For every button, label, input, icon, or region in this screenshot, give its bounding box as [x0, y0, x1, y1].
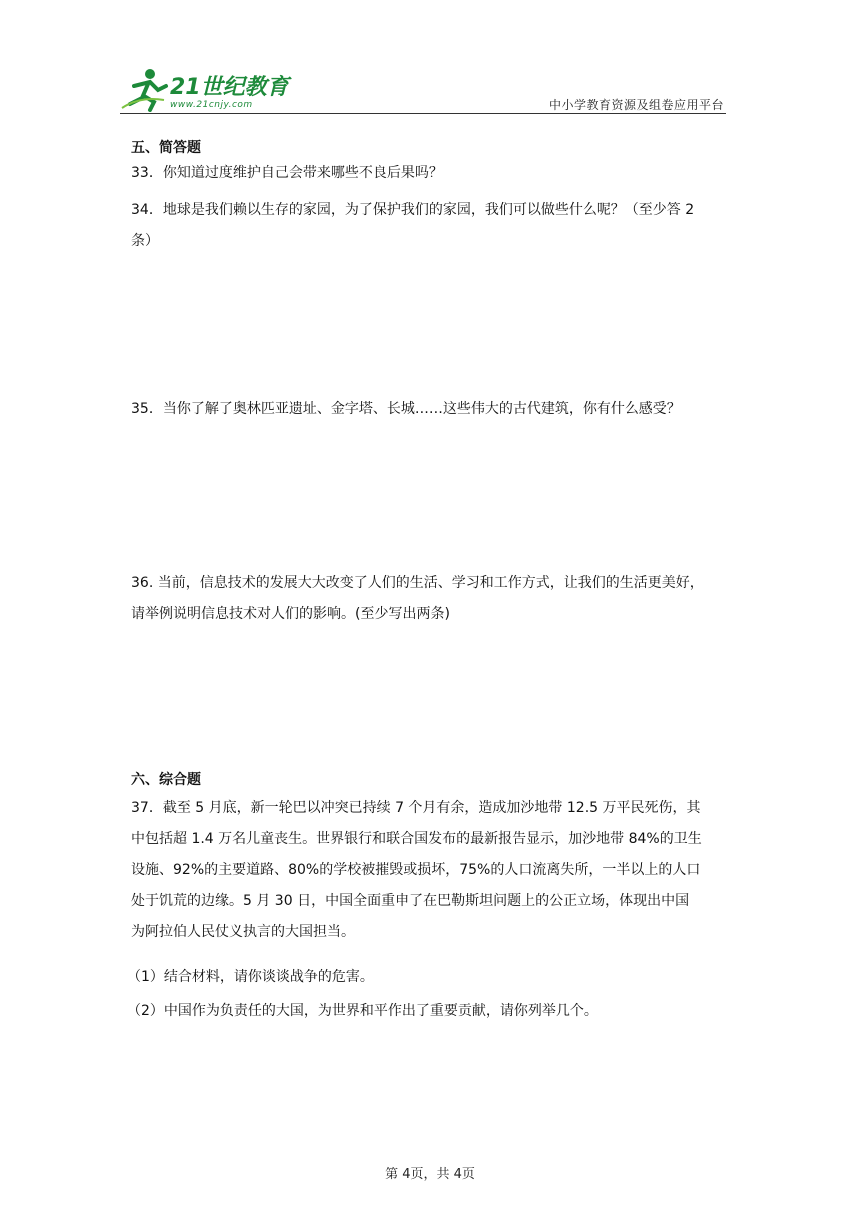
page-footer: 第 4页，共 4页	[385, 1167, 475, 1182]
page-header	[120, 60, 726, 116]
question-37-line: 37．截至 5 月底，新一轮巴以冲突已持续 7 个月有余，造成加沙地带 12.5 万平民死伤，其	[131, 800, 701, 816]
question-36-line1: 36. 当前，信息技术的发展大大改变了人们的生活、学习和工作方式，让我们的生活更美好，	[131, 575, 704, 591]
question-33: 33．你知道过度维护自己会带来哪些不良后果吗？	[131, 165, 443, 181]
runner-logo-icon	[120, 66, 170, 112]
question-37-line: 处于饥荒的边缘。5 月 30 日，中国全面重申了在巴勒斯坦问题上的公正立场，体现出中国	[131, 893, 690, 909]
question-34-line1: 34．地球是我们赖以生存的家园，为了保护我们的家园，我们可以做些什么呢？（至少答 2	[131, 202, 695, 218]
question-37-line: 为阿拉伯人民仗义执言的大国担当。	[131, 924, 355, 940]
question-37-line: 设施、92%的主要道路、80%的学校被摧毁或损坏，75%的人口流离失所，一半以上的人口	[131, 862, 701, 878]
question-37-sub2: （2）中国作为负责任的大国，为世界和平作出了重要贡献，请你列举几个。	[127, 1003, 598, 1019]
section-title-5: 五、简答题	[131, 140, 201, 156]
header-divider	[120, 113, 726, 114]
question-35: 35．当你了解了奥林匹亚遗址、金字塔、长城……这些伟大的古代建筑，你有什么感受？	[131, 401, 681, 417]
logo-text: 21世纪教育	[170, 75, 289, 100]
section-title-6: 六、综合题	[131, 772, 201, 788]
question-37-line: 中包括超 1.4 万名儿童丧生。世界银行和联合国发布的最新报告显示，加沙地带 84%的卫生	[131, 831, 702, 847]
question-37-sub1: （1）结合材料，请你谈谈战争的危害。	[127, 969, 374, 985]
question-34-line2: 条）	[131, 233, 159, 249]
question-36-line2: 请举例说明信息技术对人们的影响。(至少写出两条)	[131, 606, 450, 622]
logo	[120, 66, 290, 116]
platform-name: 中小学教育资源及组卷应用平台	[548, 98, 724, 112]
logo-url: www.21cnjy.com	[170, 100, 253, 110]
